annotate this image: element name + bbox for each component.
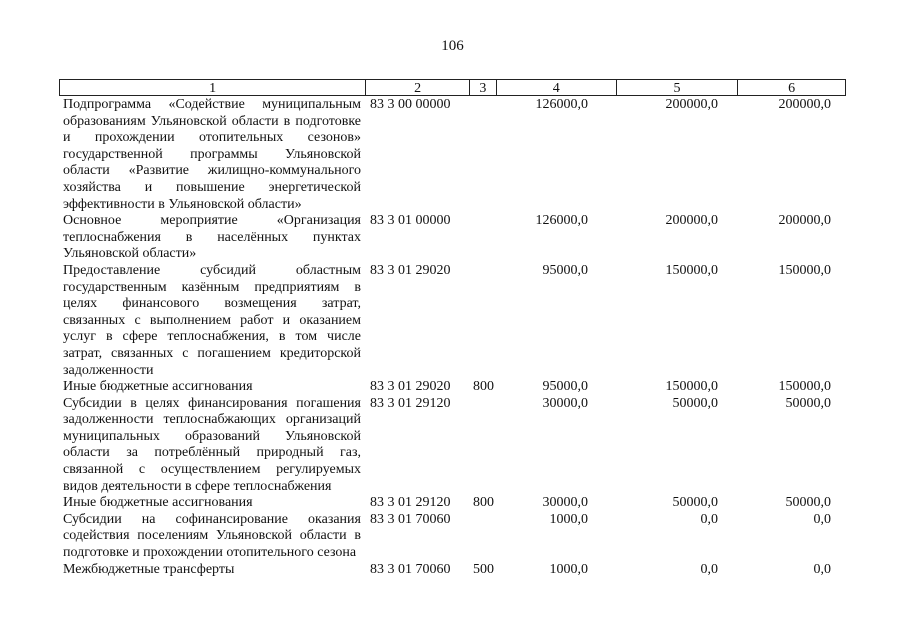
- row-code: 83 3 01 29120: [370, 395, 451, 411]
- row-value-col5: 50000,0: [672, 495, 718, 511]
- row-code: 83 3 01 70060: [370, 511, 451, 527]
- row-code: 83 3 01 70060: [370, 561, 451, 577]
- row-name: Субсидии на софинансирование оказания содействия поселениям Ульяновской области в подготовке и прохождении отопительного сезона: [63, 511, 361, 561]
- row-expense-type: 800: [473, 495, 494, 511]
- header-col-1: 1: [60, 80, 366, 95]
- row-code: 83 3 01 29120: [370, 495, 451, 511]
- row-name: Предоставление субсидий областным государственным казённым предприятиям в целях финансового возмещения затрат, связанных с выполнением работ и оказанием услуг в сфере теплоснабжения, в том числе затрат, связанных с погашением кредиторской задолженности: [63, 262, 361, 378]
- row-value-col4: 30000,0: [542, 395, 588, 411]
- row-expense-type: 800: [473, 379, 494, 395]
- row-name: Основное мероприятие «Организация теплоснабжения в населённых пунктах Ульяновской области»: [63, 213, 361, 262]
- row-value-col4: 95000,0: [542, 379, 588, 395]
- row-value-col4: 95000,0: [542, 262, 588, 278]
- row-value-col6: 50000,0: [785, 395, 831, 411]
- table-row: [63, 396, 853, 496]
- row-name: Иные бюджетные ассигнования: [63, 495, 253, 511]
- row-value-col4: 126000,0: [535, 97, 588, 112]
- row-value-col5: 150000,0: [665, 379, 718, 395]
- row-name: Субсидии в целях финансирования погашения задолженности теплоснабжающих организаций муниципальных образований Ульяновской области за потреблённый природный газ, связанной с осуществлением регулируемых видов деятельности в сфере теплоснабжения: [63, 395, 361, 494]
- row-code: 83 3 01 29020: [370, 262, 451, 278]
- table-row: [63, 97, 853, 213]
- row-value-col6: 150000,0: [778, 379, 831, 395]
- row-value-col5: 0,0: [700, 561, 718, 577]
- table-row: [63, 263, 853, 379]
- row-value-col5: 200000,0: [665, 213, 718, 229]
- header-col-3: 3: [470, 80, 497, 95]
- table-row: [63, 495, 853, 512]
- table-row: [63, 512, 853, 562]
- row-value-col4: 1000,0: [549, 511, 588, 527]
- row-value-col4: 30000,0: [542, 495, 588, 511]
- table-header: [59, 79, 846, 96]
- row-value-col6: 0,0: [813, 561, 831, 577]
- row-value-col6: 50000,0: [785, 495, 831, 511]
- row-name: Подпрограмма «Содействие муниципальным образованиям Ульяновской области в подготовке и прохождении отопительных сезонов» государственной программы Ульяновской области «Развитие жилищно-коммунального хозяйства и повышение энергетической эффективности в Ульяновской области»: [63, 97, 361, 212]
- row-value-col5: 200000,0: [665, 97, 718, 112]
- table-row: [63, 379, 853, 396]
- header-col-4: 4: [497, 80, 617, 95]
- row-code: 83 3 01 00000: [370, 213, 451, 229]
- row-value-col5: 50000,0: [672, 395, 718, 411]
- row-value-col5: 150000,0: [665, 262, 718, 278]
- row-value-col6: 0,0: [813, 511, 831, 527]
- row-value-col6: 150000,0: [778, 262, 831, 278]
- row-value-col4: 1000,0: [549, 561, 588, 577]
- row-value-col5: 0,0: [700, 511, 718, 527]
- row-code: 83 3 01 29020: [370, 379, 451, 395]
- budget-table: [63, 97, 853, 578]
- row-value-col6: 200000,0: [778, 97, 831, 112]
- table-row: [63, 213, 853, 263]
- table-row: [63, 562, 853, 579]
- row-value-col6: 200000,0: [778, 213, 831, 229]
- header-col-2: 2: [366, 80, 470, 95]
- header-col-5: 5: [617, 80, 739, 95]
- row-name: Межбюджетные трансферты: [63, 561, 235, 577]
- page-number: 106: [441, 38, 464, 54]
- header-col-6: 6: [788, 81, 796, 96]
- row-code: 83 3 00 00000: [370, 97, 451, 112]
- row-expense-type: 500: [473, 561, 494, 577]
- row-value-col4: 126000,0: [535, 213, 588, 229]
- row-name: Иные бюджетные ассигнования: [63, 379, 253, 395]
